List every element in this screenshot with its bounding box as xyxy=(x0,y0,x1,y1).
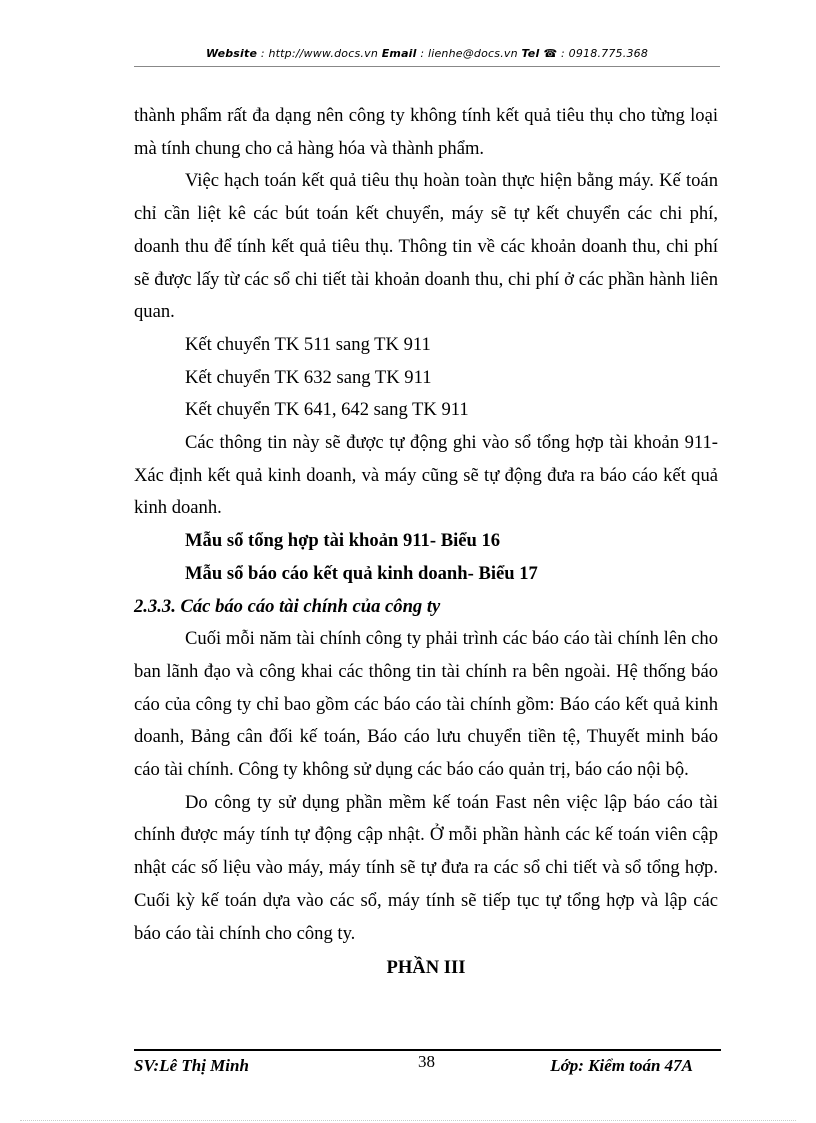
student-name: SV:Lê Thị Minh xyxy=(134,1056,249,1075)
footer-divider xyxy=(134,1049,721,1051)
website-label: Website xyxy=(205,47,258,60)
paragraph: Các thông tin này sẽ được tự động ghi vào sổ tổng hợp tài khoản 911- Xác định kết quả kinh doanh, và máy cũng sẽ tự động đưa ra báo cáo kết quả kinh doanh. xyxy=(134,432,718,519)
page-number: 38 xyxy=(418,1052,435,1071)
phone-label: Tel ☎ xyxy=(521,47,558,60)
website-link[interactable]: : http://www.docs.vn xyxy=(257,47,382,60)
bold-reference: Mẫu sổ tổng hợp tài khoản 911- Biểu 16 xyxy=(185,530,501,552)
paragraph: Cuối mỗi năm tài chính công ty phải trình các báo cáo tài chính lên cho ban lãnh đạo và công khai các thông tin tài chính ra bên ngoài. Hệ thống báo cáo của công ty chỉ bao gồm các báo cáo tài chính gồm: Báo cáo kết quả kinh doanh, Bảng cân đối kế toán, Báo cáo lưu chuyển tiền tệ, Thuyết minh báo cáo tài chính. Công ty không sử dụng các báo cáo quản trị, báo cáo nội bộ. xyxy=(134,628,718,781)
header-divider xyxy=(134,66,720,67)
list-item: Kết chuyển TK 641, 642 sang TK 911 xyxy=(185,399,469,421)
page-header xyxy=(134,47,720,60)
email-link[interactable]: : lienhe@docs.vn xyxy=(416,47,522,60)
class-name: Lớp: Kiểm toán 47A xyxy=(550,1056,693,1075)
part-heading: PHẦN III xyxy=(386,957,466,979)
page-bottom-border xyxy=(20,1120,796,1121)
list-item: Kết chuyển TK 632 sang TK 911 xyxy=(185,366,432,388)
paragraph: Do công ty sử dụng phần mềm kế toán Fast nên việc lập báo cáo tài chính được máy tính tự động cập nhật. Ở mỗi phần hành các kế toán viên cập nhật các số liệu vào máy, máy tính sẽ tự đưa ra các sổ chi tiết và sổ tổng hợp. Cuối kỳ kế toán dựa vào các sổ, máy tính sẽ tiếp tục tự tổng hợp và lập các báo cáo tài chính cho công ty. xyxy=(134,791,718,944)
section-heading: 2.3.3. Các báo cáo tài chính của công ty xyxy=(134,595,441,617)
page-footer xyxy=(134,1052,721,1076)
email-label: Email xyxy=(381,47,417,60)
paragraph: thành phẩm rất đa dạng nên công ty không tính kết quả tiêu thụ cho từng loại mà tính chung cho cả hàng hóa và thành phẩm. xyxy=(134,105,718,159)
bold-reference: Mẫu sổ báo cáo kết quả kinh doanh- Biểu 17 xyxy=(185,562,538,584)
paragraph: Việc hạch toán kết quả tiêu thụ hoàn toàn thực hiện bằng máy. Kế toán chỉ cần liệt kê các bút toán kết chuyển, máy sẽ tự kết chuyển các chi phí, doanh thu để tính kết quả tiêu thụ. Thông tin về các khoản doanh thu, chi phí sẽ được lấy từ các sổ chi tiết tài khoản doanh thu, chi phí ở các phần hành liên quan. xyxy=(134,170,718,323)
list-item: Kết chuyển TK 511 sang TK 911 xyxy=(185,333,431,355)
phone-number: : 0918.775.368 xyxy=(557,47,649,60)
document-body xyxy=(134,100,718,985)
